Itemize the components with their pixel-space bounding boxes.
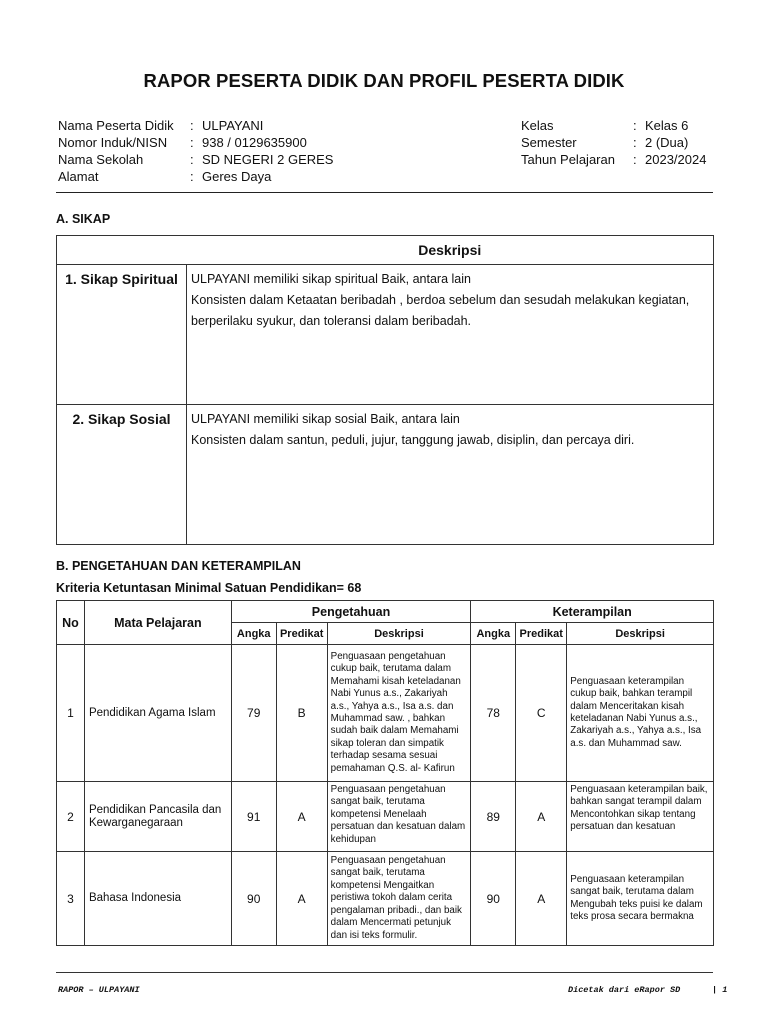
info-value: 938 / 0129635900 bbox=[202, 135, 307, 150]
info-value: 2023/2024 bbox=[645, 152, 707, 167]
footer-divider bbox=[56, 972, 713, 973]
info-row: Alamat : Geres Daya bbox=[58, 169, 272, 184]
table-row: 2 Pendidikan Pancasila dan Kewarganegaraan 91 A Penguasaan pengetahuan sangat baik, terutama kompetensi Menelaah persatuan dan kesatuan dalam kehidupan 89 A Penguasaan keterampilan baik, bahkan sangat terampil dalam Mencontohkan sikap tentang persatuan dan kesatuan bbox=[57, 782, 714, 852]
sikap-aspect: 2. Sikap Sosial bbox=[57, 405, 187, 545]
sikap-table bbox=[56, 235, 714, 545]
col-subject: Mata Pelajaran bbox=[84, 601, 231, 645]
section-b-heading: B. PENGETAHUAN DAN KETERAMPILAN bbox=[56, 559, 301, 573]
col-k-predikat: Predikat bbox=[516, 623, 567, 645]
info-row: Nama Peserta Didik : ULPAYANI bbox=[58, 118, 264, 133]
footer-left: RAPOR – ULPAYANI bbox=[58, 985, 140, 995]
info-label: Nomor Induk/NISN bbox=[58, 135, 168, 150]
footer-right: Dicetak dari eRapor SD bbox=[568, 985, 681, 995]
col-k-angka: Angka bbox=[471, 623, 516, 645]
info-row: Nama Sekolah : SD NEGERI 2 GERES bbox=[58, 152, 334, 167]
info-label: Nama Sekolah bbox=[58, 152, 144, 167]
info-label: Alamat bbox=[58, 169, 99, 184]
page-number: | 1 bbox=[712, 985, 728, 995]
col-keterampilan: Keterampilan bbox=[471, 601, 714, 623]
info-label: Nama Peserta Didik bbox=[58, 118, 174, 133]
col-no: No bbox=[57, 601, 85, 645]
info-label: Kelas bbox=[521, 118, 554, 133]
info-row: Nomor Induk/NISN : 938 / 0129635900 bbox=[58, 135, 307, 150]
header-divider bbox=[56, 192, 713, 193]
col-k-deskripsi: Deskripsi bbox=[567, 623, 714, 645]
sikap-aspect: 1. Sikap Spiritual bbox=[57, 265, 187, 405]
student-info-right bbox=[521, 117, 706, 168]
table-row bbox=[57, 265, 714, 405]
info-label: Tahun Pelajaran bbox=[521, 152, 615, 167]
info-row: Kelas : Kelas 6 bbox=[521, 118, 689, 133]
info-value: Kelas 6 bbox=[645, 118, 689, 133]
info-value: ULPAYANI bbox=[202, 118, 264, 133]
info-value: 2 (Dua) bbox=[645, 135, 689, 150]
info-label: Semester bbox=[521, 135, 577, 150]
col-pengetahuan: Pengetahuan bbox=[231, 601, 471, 623]
sikap-description: ULPAYANI memiliki sikap sosial Baik, antara lain Konsisten dalam santun, peduli, jujur, tanggung jawab, disiplin, dan percaya diri. bbox=[187, 405, 714, 545]
col-p-angka: Angka bbox=[231, 623, 276, 645]
info-value: SD NEGERI 2 GERES bbox=[202, 152, 334, 167]
info-value: Geres Daya bbox=[202, 169, 272, 184]
info-row: Tahun Pelajaran : 2023/2024 bbox=[521, 152, 707, 167]
table-row bbox=[57, 405, 714, 545]
table-row: 3 Bahasa Indonesia 90 A Penguasaan pengetahuan sangat baik, terutama kompetensi Mengaitkan peristiwa tokoh dalam cerita pengalaman pribadi., dan baik dalam Mencermati petunjuk dan isi teks formulir. 90 A Penguasaan keterampilan sangat baik, terutama dalam Mengubah teks puisi ke dalam teks prosa secara bermakna bbox=[57, 852, 714, 946]
grades-table bbox=[56, 600, 714, 946]
sikap-description: ULPAYANI memiliki sikap spiritual Baik, antara lain Konsisten dalam Ketaatan beribadah , berdoa sebelum dan sesudah melakukan kegiatan, berperilaku syukur, dan toleransi dalam beribadah. bbox=[187, 265, 714, 405]
student-info-left bbox=[58, 117, 333, 185]
col-p-predikat: Predikat bbox=[276, 623, 327, 645]
page-title: RAPOR PESERTA DIDIK DAN PROFIL PESERTA DIDIK bbox=[143, 70, 625, 91]
section-a-heading: A. SIKAP bbox=[56, 212, 111, 226]
sikap-desc-header: Deskripsi bbox=[187, 236, 714, 265]
kkm-label: Kriteria Ketuntasan Minimal Satuan Pendidikan= 68 bbox=[56, 581, 362, 595]
info-row: Semester : 2 (Dua) bbox=[521, 135, 689, 150]
col-p-deskripsi: Deskripsi bbox=[327, 623, 471, 645]
table-row: 1 Pendidikan Agama Islam 79 B Penguasaan pengetahuan cukup baik, terutama dalam Memahami kisah keteladanan Nabi Yunus a.s., Zakariyah a.s., Yahya a.s., Isa a.s. dan Muhammad saw. , bahkan sudah baik dalam Memahami sikap toleran dan simpatik terhadap sesama sesuai pemahaman Q.S. al- Kafirun 78 C Penguasaan keterampilan cukup baik, bahkan terampil dalam Menceritakan kisah keteladanan Nabi Yunus a.s., Zakariyah a.s., Yahya a.s., Isa a.s. dan Muhammad saw. bbox=[57, 645, 714, 782]
